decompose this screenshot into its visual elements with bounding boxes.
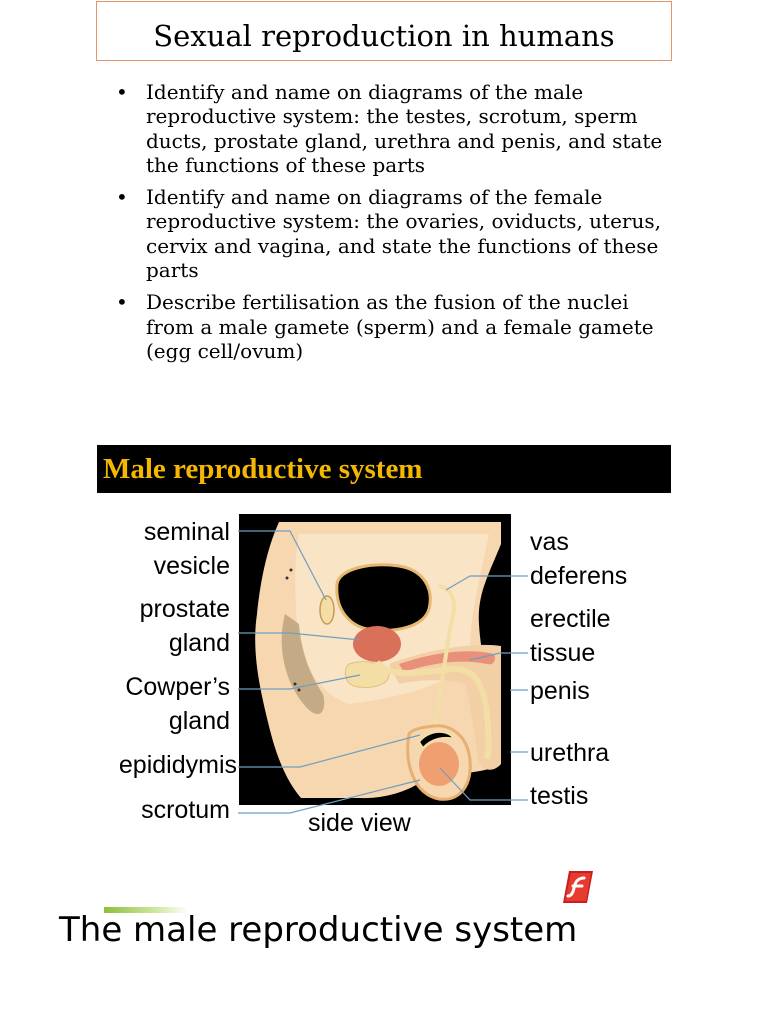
label-epididymis: epididymis [118, 751, 237, 779]
label-prostate-gland [140, 592, 230, 660]
dot [294, 683, 297, 686]
seminal-vesicle-shape [320, 596, 334, 624]
label-urethra: urethra [530, 739, 610, 767]
page-title: Sexual reproduction in humans [153, 19, 615, 53]
bullet-icon: • [116, 80, 128, 104]
objective-text: Identify and name on diagrams of the female reproductive system: the ovaries, oviducts, uterus, cervix and vagina, and state the functions of these parts [146, 185, 661, 283]
label-seminal-vesicle [144, 515, 230, 583]
label-seminal-line1: seminal [143, 518, 230, 546]
objective-text: Describe fertilisation as the fusion of the nuclei from a male gamete (sperm) and a female gamete (egg cell/ovum) [146, 290, 654, 363]
label-vas-line2: deferens [530, 562, 628, 590]
section-heading-band [97, 445, 671, 493]
objective-item [108, 290, 668, 363]
flash-player-icon[interactable] [563, 871, 593, 903]
label-erectile-tissue [530, 602, 611, 670]
dot [290, 569, 293, 572]
label-testis: testis [530, 782, 589, 810]
footer-title: The male reproductive system [59, 910, 578, 950]
bullet-icon: • [116, 185, 128, 210]
label-prostate-line1: prostate [139, 595, 230, 623]
section-heading: Male reproductive system [103, 453, 423, 485]
prostate-shape [353, 626, 401, 662]
label-vas-deferens [530, 525, 627, 593]
label-scrotum: scrotum [141, 796, 230, 824]
label-erectile-line1: erectile [530, 605, 611, 633]
label-erectile-line2: tissue [530, 639, 596, 667]
title-box [96, 1, 672, 61]
male-anatomy-diagram [239, 514, 511, 805]
bullet-icon: • [116, 290, 128, 315]
objective-item [108, 185, 668, 282]
objective-text: Identify and name on diagrams of the male reproductive system: the testes, scrotum, sperm ducts, prostate gland, urethra and penis, and state the functions of these parts [146, 80, 663, 177]
label-prostate-line2: gland [168, 629, 230, 657]
dot [286, 577, 289, 580]
dot [298, 689, 301, 692]
testis-shape [419, 742, 459, 786]
label-cowpers-line2: gland [168, 707, 230, 735]
objective-item [108, 80, 668, 177]
label-penis: penis [530, 677, 590, 705]
label-cowpers-line1: Cowper’s [125, 673, 230, 701]
label-cowpers-gland [125, 670, 230, 738]
objectives-list [108, 80, 668, 371]
label-seminal-line2: vesicle [153, 552, 230, 580]
bladder [337, 565, 430, 630]
label-vas-line1: vas [530, 528, 569, 556]
diagram-caption: side view [308, 809, 411, 837]
